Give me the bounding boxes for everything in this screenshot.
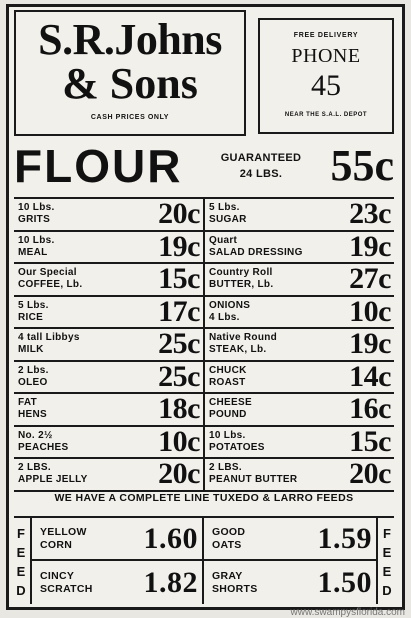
- item-price: 10c: [349, 294, 391, 328]
- flour-feature: [14, 140, 394, 196]
- flour-guarantee-line2: 24 LBS.: [239, 168, 283, 180]
- price-grid: [14, 199, 394, 492]
- price-row: [14, 394, 394, 427]
- flour-guarantee-line1: GUARANTEED: [220, 152, 302, 164]
- price-item: Quart SALAD DRESSING 19c: [209, 229, 391, 263]
- delivery-note: FREE DELIVERY: [293, 32, 359, 39]
- price-row: [14, 229, 394, 265]
- item-price: 19c: [349, 327, 391, 361]
- feed-item: YELLOW CORN 1.60: [32, 518, 202, 561]
- feed-price: 1.82: [143, 565, 198, 599]
- store-name-line1: S.R.Johns: [38, 15, 222, 64]
- price-item: 5 Lbs. RICE 17c: [14, 297, 205, 328]
- price-item: Our Special COFFEE, Lb. 15c: [14, 264, 205, 295]
- price-item: Native Round STEAK, Lb. 19c: [209, 327, 391, 361]
- price-item: No. 2½ PEACHES 10c: [14, 427, 205, 458]
- price-row: [14, 199, 394, 232]
- price-item: FAT HENS 18c: [14, 394, 205, 425]
- store-name-box: [14, 10, 246, 136]
- phone-box: [258, 18, 394, 134]
- feed-item: GOOD OATS 1.59: [204, 518, 376, 561]
- price-item: 2 LBS. APPLE JELLY 20c: [14, 459, 205, 490]
- feed-price: 1.60: [143, 521, 198, 555]
- price-item: 10 Lbs. MEAL 19c: [14, 232, 205, 263]
- item-price: 10c: [158, 424, 200, 458]
- item-price: 15c: [158, 262, 200, 296]
- price-item: CHUCK ROAST 14c: [209, 359, 391, 393]
- price-item: 10 Lbs. POTATOES 15c: [209, 424, 391, 458]
- price-item: 10 Lbs. GRITS 20c: [14, 199, 205, 230]
- feed-side-label-left: F E E D: [16, 526, 26, 598]
- feed-item: GRAY SHORTS 1.50: [212, 565, 372, 599]
- price-item: 2 Lbs. OLEO 25c: [14, 362, 205, 393]
- feed-section: [14, 516, 394, 604]
- feed-column-right: [204, 518, 378, 604]
- item-price: 23c: [349, 197, 391, 231]
- flour-title: FLOUR: [14, 140, 183, 192]
- item-price: 20c: [158, 197, 200, 231]
- flour-price: 55c: [330, 141, 394, 190]
- feed-side-label-right: F E E D: [382, 526, 392, 598]
- item-price: 19c: [158, 229, 200, 263]
- price-row: [14, 359, 394, 395]
- cash-note: CASH PRICES ONLY: [90, 114, 170, 121]
- location-note: NEAR THE S.A.L. DEPOT: [284, 112, 368, 118]
- feed-price: 1.59: [317, 521, 372, 555]
- item-price: 25c: [158, 327, 200, 361]
- price-row: [14, 294, 394, 330]
- feed-column-left: [30, 518, 204, 604]
- feed-price: 1.50: [317, 565, 372, 599]
- phone-label: PHONE: [291, 45, 361, 67]
- feed-item: CINCY SCRATCH 1.82: [40, 565, 198, 599]
- item-price: 17c: [158, 294, 200, 328]
- item-price: 27c: [349, 262, 391, 296]
- price-row: [14, 264, 394, 297]
- price-row: [14, 459, 394, 492]
- item-price: 15c: [349, 424, 391, 458]
- item-price: 18c: [158, 392, 200, 426]
- watermark: www.swampysflorida.com: [290, 607, 405, 618]
- item-price: 20c: [349, 457, 391, 491]
- item-price: 20c: [158, 457, 200, 491]
- price-item: CHEESE POUND 16c: [209, 392, 391, 426]
- phone-number: 45: [311, 69, 341, 102]
- store-name-line2: & Sons: [62, 59, 198, 108]
- price-row: [14, 329, 394, 362]
- price-item: 4 tall Libbys MILK 25c: [14, 329, 205, 360]
- item-price: 19c: [349, 229, 391, 263]
- feeds-banner: WE HAVE A COMPLETE LINE TUXEDO & LARRO FEEDS: [54, 492, 354, 504]
- price-row: [14, 424, 394, 460]
- flour-guarantee: [206, 150, 316, 182]
- price-item: ONIONS 4 Lbs. 10c: [209, 294, 391, 328]
- price-item: 5 Lbs. SUGAR 23c: [209, 197, 391, 231]
- price-item: 2 LBS. PEANUT BUTTER 20c: [209, 457, 391, 491]
- item-price: 16c: [349, 392, 391, 426]
- price-item: Country Roll BUTTER, Lb. 27c: [209, 262, 391, 296]
- item-price: 25c: [158, 359, 200, 393]
- item-price: 14c: [349, 359, 391, 393]
